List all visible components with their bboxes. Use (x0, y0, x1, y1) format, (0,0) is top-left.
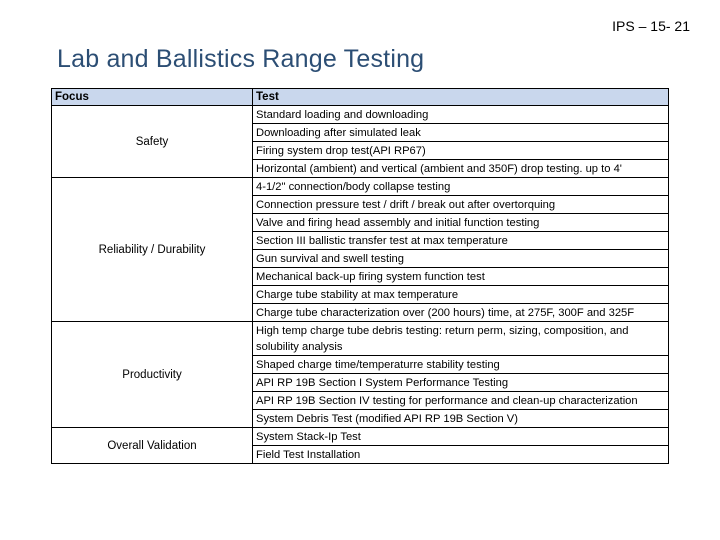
test-cell: Shaped charge time/temperaturre stability testing (253, 356, 669, 374)
test-cell: Field Test Installation (253, 446, 669, 464)
test-cell: Mechanical back-up firing system function test (253, 268, 669, 286)
focus-cell-overall-validation: Overall Validation (52, 428, 253, 464)
test-cell: API RP 19B Section I System Performance Testing (253, 374, 669, 392)
focus-cell-reliability-durability: Reliability / Durability (52, 178, 253, 322)
focus-column-header: Focus (52, 89, 253, 106)
test-cell: Charge tube characterization over (200 hours) time, at 275F, 300F and 325F (253, 304, 669, 322)
focus-cell-productivity: Productivity (52, 322, 253, 428)
test-cell: Gun survival and swell testing (253, 250, 669, 268)
test-cell: Charge tube stability at max temperature (253, 286, 669, 304)
test-cell: Firing system drop test(API RP67) (253, 142, 669, 160)
test-cell: System Debris Test (modified API RP 19B Section V) (253, 410, 669, 428)
table-row (52, 428, 669, 446)
test-column-header: Test (253, 89, 669, 106)
test-cell: API RP 19B Section IV testing for performance and clean-up characterization (253, 392, 669, 410)
test-cell: Valve and firing head assembly and initial function testing (253, 214, 669, 232)
focus-cell-safety: Safety (52, 106, 253, 178)
slide-number: IPS – 15- 21 (612, 18, 690, 34)
slide-title: Lab and Ballistics Range Testing (57, 45, 425, 73)
table-row (52, 322, 669, 356)
table-row (52, 178, 669, 196)
test-cell: Connection pressure test / drift / break out after overtorquing (253, 196, 669, 214)
table-row (52, 106, 669, 124)
test-cell: Downloading after simulated leak (253, 124, 669, 142)
test-cell: System Stack-Ip Test (253, 428, 669, 446)
test-cell: Section III ballistic transfer test at max temperature (253, 232, 669, 250)
test-cell: High temp charge tube debris testing: return perm, sizing, composition, and solubility analysis (253, 322, 669, 356)
test-cell: Standard loading and downloading (253, 106, 669, 124)
test-cell: Horizontal (ambient) and vertical (ambient and 350F) drop testing. up to 4' (253, 160, 669, 178)
table-header-row (52, 89, 669, 106)
test-cell: 4-1/2" connection/body collapse testing (253, 178, 669, 196)
testing-table (51, 88, 669, 464)
